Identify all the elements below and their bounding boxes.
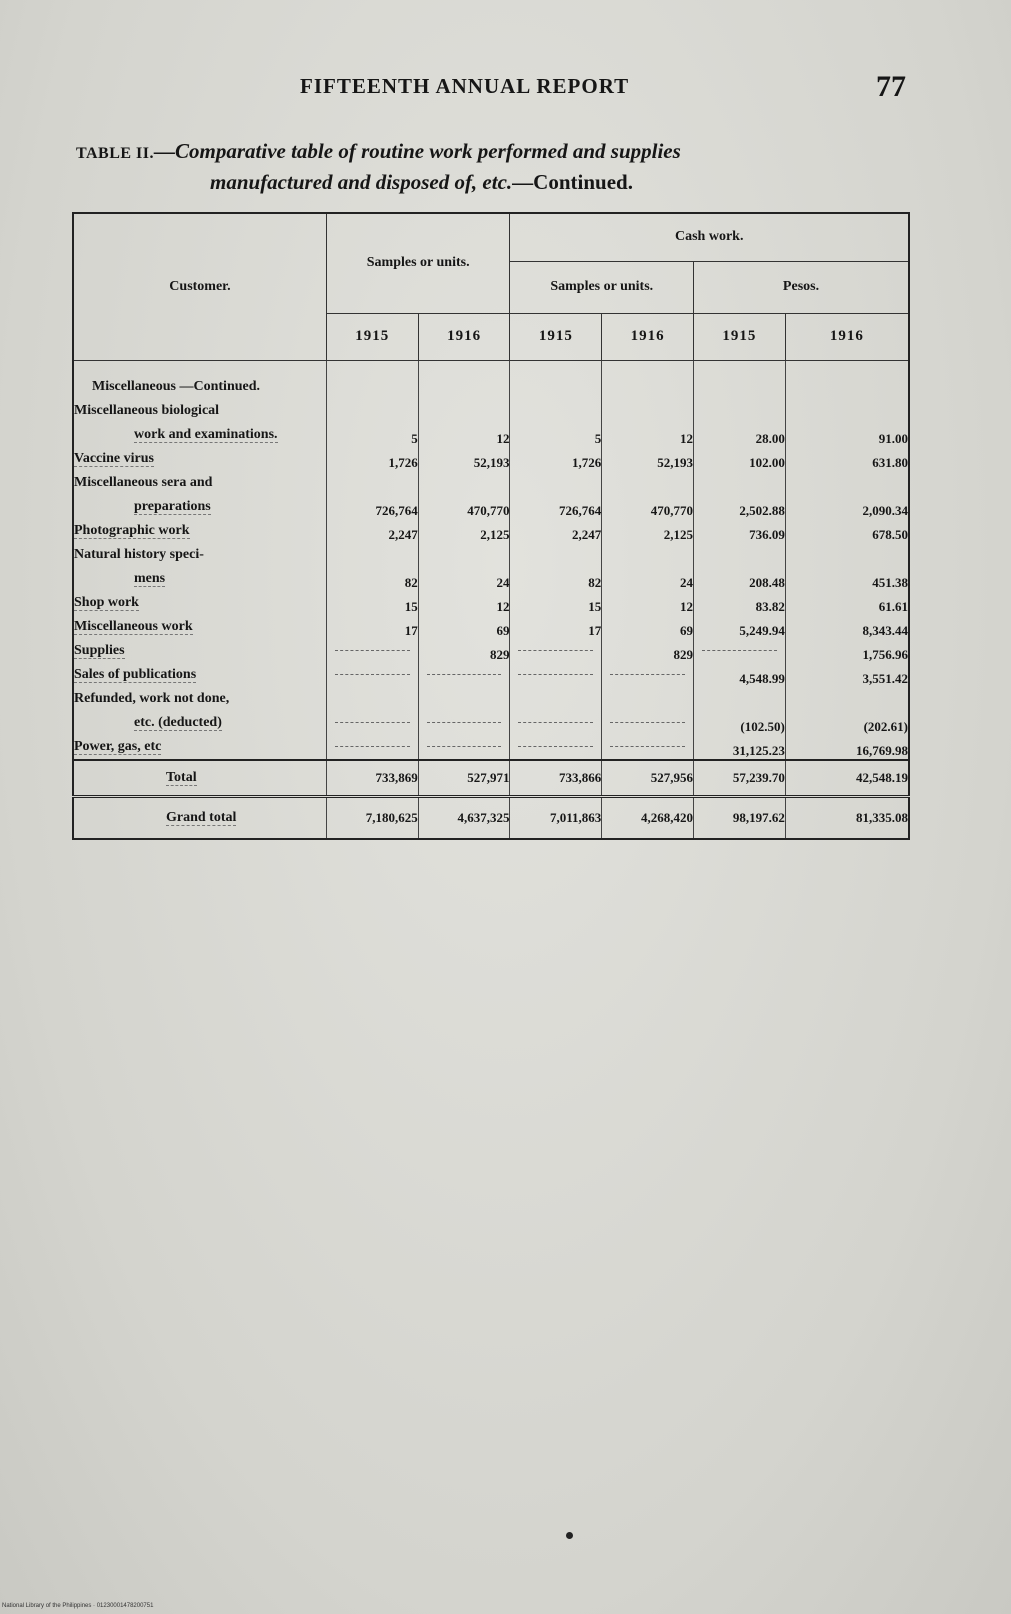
empty-cell [326,711,418,735]
cell-value: 24 [418,567,510,591]
cell-value: 82 [326,567,418,591]
cell-value: 829 [418,639,510,663]
grand-total-value: 98,197.62 [694,796,786,839]
year-header: 1916 [418,313,510,360]
cell-value: 1,756.96 [785,639,909,663]
total-value: 733,869 [326,760,418,797]
cell-value: 15 [326,591,418,615]
cell-value: 451.38 [785,567,909,591]
total-value: 733,866 [510,760,602,797]
caption-label: TABLE II. [76,145,155,162]
cell-value: 12 [418,591,510,615]
row-label: Vaccine virus [74,450,154,466]
total-value: 527,956 [602,760,694,797]
row-label: Sales of publications [74,666,197,682]
empty-cell [602,663,694,687]
empty-cell [418,711,510,735]
header-cash-work: Cash work. [510,213,909,261]
table-row [73,447,909,471]
empty-cell [326,735,418,760]
cell-value: 4,548.99 [694,663,786,687]
row-label: Miscellaneous work [74,618,193,634]
cell-value: 726,764 [326,495,418,519]
table-row [73,663,909,687]
table-row [73,711,909,735]
empty-cell [694,639,786,663]
table-row [73,423,909,447]
row-label: etc. (deducted) [134,714,222,730]
table-row [73,543,909,567]
empty-cell [510,663,602,687]
total-value: 57,239.70 [694,760,786,797]
total-value: 527,971 [418,760,510,797]
table-caption [76,137,916,196]
empty-cell [510,711,602,735]
cell-value: 5,249.94 [694,615,786,639]
header-cash-samples-or-units: Samples or units. [510,261,694,313]
empty-cell [510,639,602,663]
cell-value: (102.50) [694,711,786,735]
cell-value: 12 [602,423,694,447]
grand-total-value: 7,180,625 [326,796,418,839]
table-row [73,687,909,711]
table-row [73,471,909,495]
empty-cell [602,711,694,735]
row-label: Natural history speci- [74,546,204,562]
total-label: Total [166,769,197,785]
scan-footer-note: National Library of the Philippines · 01230001478200751 [2,1603,154,1609]
row-label: Miscellaneous sera and [74,474,213,490]
caption-line2: manufactured and disposed of, etc. [210,170,513,194]
cell-value: 470,770 [602,495,694,519]
comparative-table [72,212,910,840]
cell-value: 2,247 [510,519,602,543]
cell-value: 52,193 [602,447,694,471]
table-row [73,639,909,663]
grand-total-value: 81,335.08 [785,796,909,839]
empty-cell [418,663,510,687]
cell-value: 829 [602,639,694,663]
cell-value: 17 [326,615,418,639]
row-label: Supplies [74,642,125,658]
cell-value: 1,726 [326,447,418,471]
row-label: Miscellaneous biological [74,402,220,418]
row-label: mens [134,570,166,586]
section-row [73,360,909,399]
cell-value: 12 [602,591,694,615]
cell-value: 5 [326,423,418,447]
cell-value: 82 [510,567,602,591]
year-header: 1916 [602,313,694,360]
cell-value: 28.00 [694,423,786,447]
cell-value: 102.00 [694,447,786,471]
cell-value: 5 [510,423,602,447]
row-label: Shop work [74,594,139,610]
grand-total-row [73,796,909,839]
grand-total-label: Grand total [166,809,237,825]
table-row [73,567,909,591]
row-label: Photographic work [74,522,190,538]
ink-dot [566,1532,573,1539]
cell-value: 15 [510,591,602,615]
grand-total-value: 4,637,325 [418,796,510,839]
empty-cell [602,735,694,760]
cell-value: 91.00 [785,423,909,447]
grand-total-value: 7,011,863 [510,796,602,839]
cell-value: 61.61 [785,591,909,615]
cell-value: 2,247 [326,519,418,543]
header-samples-or-units: Samples or units. [326,213,510,313]
cell-value: 8,343.44 [785,615,909,639]
table-row [73,735,909,760]
cell-value: 2,125 [418,519,510,543]
year-header: 1915 [326,313,418,360]
year-header: 1916 [785,313,909,360]
cell-value: 69 [602,615,694,639]
cell-value: 726,764 [510,495,602,519]
empty-cell [326,663,418,687]
cell-value: 12 [418,423,510,447]
cell-value: 736.09 [694,519,786,543]
cell-value: 3,551.42 [785,663,909,687]
cell-value: 208.48 [694,567,786,591]
cell-value: 16,769.98 [785,735,909,760]
table-row [73,615,909,639]
table-row [73,495,909,519]
cell-value: 678.50 [785,519,909,543]
cell-value: 31,125.23 [694,735,786,760]
header-pesos: Pesos. [694,261,909,313]
cell-value: 2,125 [602,519,694,543]
year-header: 1915 [694,313,786,360]
table-row [73,519,909,543]
page-number: 77 [876,70,906,103]
cell-value: 69 [418,615,510,639]
cell-value: (202.61) [785,711,909,735]
empty-cell [510,735,602,760]
running-head: FIFTEENTH ANNUAL REPORT [300,74,630,98]
total-value: 42,548.19 [785,760,909,797]
total-row [73,760,909,797]
year-header: 1915 [510,313,602,360]
row-label: work and examinations. [134,426,278,442]
cell-value: 2,502.88 [694,495,786,519]
row-label: preparations [134,498,211,514]
empty-cell [418,735,510,760]
row-label: Refunded, work not done, [74,690,230,706]
cell-value: 1,726 [510,447,602,471]
cell-value: 52,193 [418,447,510,471]
row-label: Power, gas, etc [74,738,162,754]
cell-value: 631.80 [785,447,909,471]
cell-value: 2,090.34 [785,495,909,519]
grand-total-value: 4,268,420 [602,796,694,839]
cell-value: 17 [510,615,602,639]
table-row [73,399,909,423]
caption-continued: —Continued. [512,170,633,194]
cell-value: 24 [602,567,694,591]
caption-text: —Comparative table of routine work performed and supplies [154,139,681,163]
cell-value: 470,770 [418,495,510,519]
cell-value: 83.82 [694,591,786,615]
table-row [73,591,909,615]
empty-cell [326,639,418,663]
header-customer: Customer. [73,213,326,360]
section-label: Miscellaneous —Continued. [92,378,261,394]
